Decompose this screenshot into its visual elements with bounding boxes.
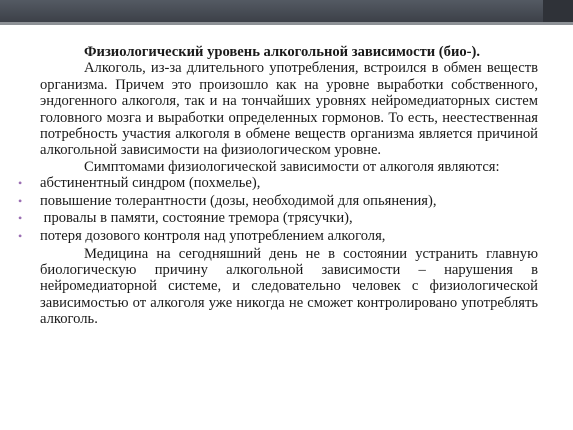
list-item [0,175,538,193]
paragraph-3: Медицина на сегодняшний день не в состоянии устранить главную биологическую причину алкогольной зависимости – нарушения в нейромедиаторной системе, и следовательно человек с физиологической зависимостью от алкоголя уже никогда не сможет контролировано употреблять алкоголь. [40,245,538,328]
list-item [0,228,538,246]
header-band [0,0,573,22]
list-item-text: провалы в памяти, состояние тремора (трясучки), [40,210,353,227]
header-corner-block [543,0,573,22]
bullet-icon: • [18,176,23,191]
list-item [0,210,538,228]
slide-body [18,44,538,328]
symptom-list [0,175,538,245]
list-item [0,193,538,211]
list-item-text: повышение толерантности (дозы, необходимой для опьянения), [40,192,437,209]
header-accent-line [0,22,573,25]
bullet-icon: • [18,229,23,244]
list-item-text: потеря дозового контроля над употреблением алкоголя, [40,228,386,245]
bullet-icon: • [18,211,23,226]
slide-title: Физиологический уровень алкогольной зависимости (био-). [84,44,481,60]
bullet-icon: • [18,193,23,208]
list-item-text: абстинентный синдром (похмелье), [40,175,261,192]
paragraph-1: Алкоголь, из-за длительного употребления, встроился в обмен веществ организма. Причем это произошло как на уровне выработки собственного, эндогенного алкоголя, так и на тончайших уровнях нейромедиаторных систем головного мозга и выработки определенных гормонов. То есть, неестественная потребность участия алкоголя в обмене веществ организма является причиной алкогольной зависимости на физиологическом уровне. [40,60,538,159]
paragraph-2: Симптомами физиологической зависимости от алкоголя являются: [84,158,500,175]
